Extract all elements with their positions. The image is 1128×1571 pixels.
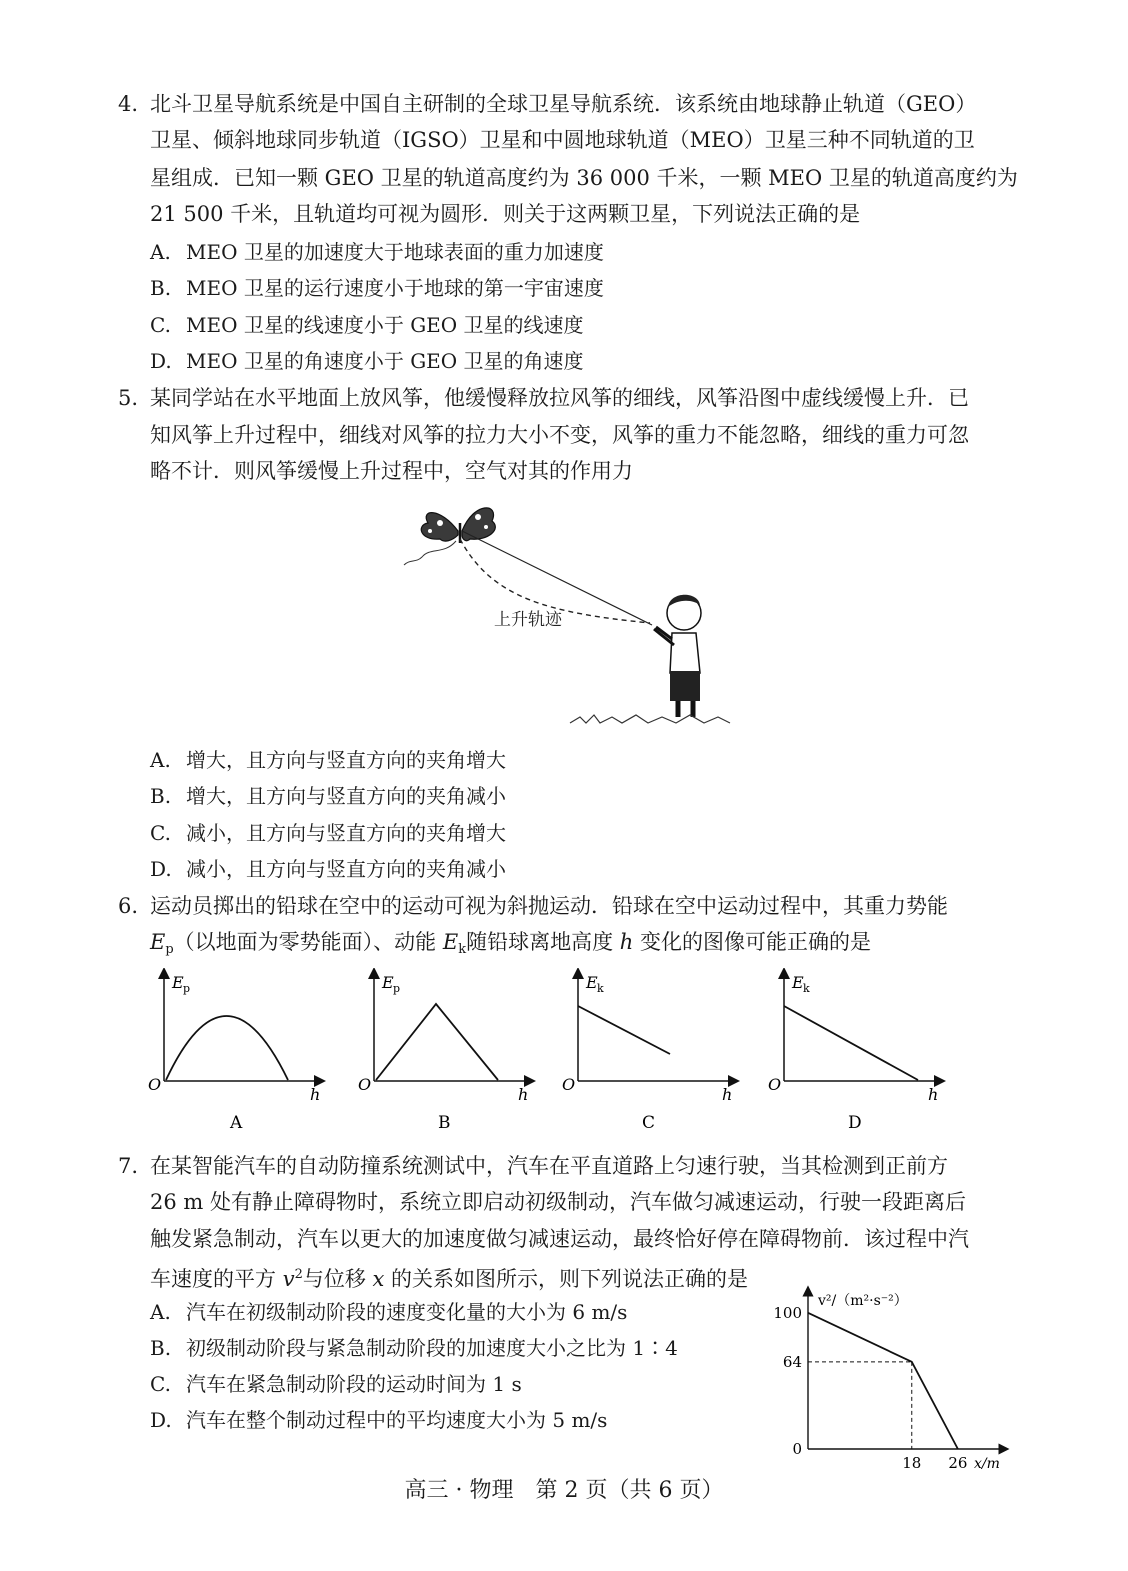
svg-text:E: E bbox=[382, 973, 394, 992]
question-number: 4. bbox=[118, 92, 139, 116]
option-b: B. 增大，且方向与竖直方向的夹角减小 bbox=[150, 784, 506, 808]
question-text-line: 某同学站在水平地面上放风筝，他缓慢释放拉风筝的细线，风筝沿图中虚线缓慢上升．已 bbox=[150, 386, 969, 410]
question-text-line: 北斗卫星导航系统是中国自主研制的全球卫星导航系统．该系统由地球静止轨道（GEO） bbox=[150, 92, 977, 116]
svg-text:h: h bbox=[722, 1085, 733, 1104]
partial-line bbox=[578, 1006, 670, 1054]
series-line bbox=[808, 1313, 958, 1449]
y-axis-label: v²/（m²·s⁻²） bbox=[818, 1293, 908, 1309]
question-number: 7. bbox=[118, 1154, 139, 1178]
svg-text:E: E bbox=[792, 973, 804, 992]
x-axis-label: x/m bbox=[974, 1456, 1000, 1472]
svg-text:D: D bbox=[848, 1113, 862, 1133]
question-text-line: 26 m 处有静止障碍物时，系统立即启动初级制动，汽车做匀减速运动，行驶一段距离后 bbox=[150, 1190, 966, 1214]
x-tick-label: 26 bbox=[948, 1454, 968, 1472]
butterfly-kite-icon bbox=[404, 508, 495, 565]
option-a: A. 汽车在初级制动阶段的速度变化量的大小为 6 m/s bbox=[150, 1300, 628, 1324]
graph-a bbox=[148, 973, 320, 1133]
trajectory-label: 上升轨迹 bbox=[494, 610, 562, 630]
x-tick-label: 18 bbox=[902, 1454, 922, 1472]
question-text-line: 车速度的平方 $v^2$与位移 x 的关系如图所示，则下列说法正确的是 bbox=[150, 1267, 749, 1291]
boy-figure-icon bbox=[654, 595, 701, 717]
option-a: A. 增大，且方向与竖直方向的夹角增大 bbox=[150, 748, 506, 772]
option-a: A. MEO 卫星的加速度大于地球表面的重力加速度 bbox=[150, 240, 604, 264]
svg-text:C: C bbox=[642, 1113, 656, 1133]
triangle-line bbox=[376, 1004, 498, 1080]
v2-x-chart bbox=[760, 1285, 1020, 1475]
option-c: C. MEO 卫星的线速度小于 GEO 卫星的线速度 bbox=[150, 313, 584, 337]
question-text-line: 略不计．则风筝缓慢上升过程中，空气对其的作用力 bbox=[150, 459, 633, 483]
y-tick-label: 0 bbox=[792, 1440, 802, 1458]
option-b: B. 初级制动阶段与紧急制动阶段的加速度大小之比为 1∶4 bbox=[150, 1336, 678, 1360]
svg-text:h: h bbox=[928, 1085, 939, 1104]
parabola-curve bbox=[166, 1016, 288, 1080]
question-text-line: $E_p$（以地面为零势能面）、动能 $E_k$随铅球离地高度 h 变化的图像可能正确的是 bbox=[150, 930, 871, 957]
y-tick-label: 64 bbox=[782, 1352, 802, 1371]
page-footer: 高三 · 物理 第 2 页（共 6 页） bbox=[404, 1478, 724, 1503]
svg-text:E: E bbox=[586, 973, 598, 992]
question-text-line: 星组成．已知一颗 GEO 卫星的轨道高度约为 36 000 千米，一颗 MEO 卫星的轨道高度约为 bbox=[150, 166, 1018, 190]
svg-text:p: p bbox=[183, 982, 191, 995]
svg-text:k: k bbox=[597, 982, 604, 995]
kite-figure bbox=[400, 495, 760, 735]
option-b: B. MEO 卫星的运行速度小于地球的第一宇宙速度 bbox=[150, 276, 604, 300]
svg-text:O: O bbox=[358, 1075, 372, 1094]
y-tick-label: 100 bbox=[773, 1303, 802, 1322]
svg-text:O: O bbox=[768, 1075, 782, 1094]
option-c: C. 汽车在紧急制动阶段的运动时间为 1 s bbox=[150, 1372, 522, 1396]
question-text-line: 在某智能汽车的自动防撞系统测试中，汽车在平直道路上匀速行驶，当其检测到正前方 bbox=[150, 1154, 948, 1178]
option-d: D. 汽车在整个制动过程中的平均速度大小为 5 m/s bbox=[150, 1408, 608, 1432]
question-number: 6. bbox=[118, 894, 139, 918]
svg-text:h: h bbox=[518, 1085, 529, 1104]
option-d: D. 减小，且方向与竖直方向的夹角减小 bbox=[150, 857, 506, 881]
grass bbox=[570, 715, 730, 723]
svg-text:B: B bbox=[438, 1113, 451, 1133]
graph-c bbox=[562, 973, 734, 1133]
question-number: 5. bbox=[118, 386, 139, 410]
question-text-line: 卫星、倾斜地球同步轨道（IGSO）卫星和中圆地球轨道（MEO）卫星三种不同轨道的卫 bbox=[150, 128, 975, 152]
svg-text:p: p bbox=[393, 982, 401, 995]
graph-b bbox=[358, 973, 530, 1133]
option-d: D. MEO 卫星的角速度小于 GEO 卫星的角速度 bbox=[150, 349, 584, 373]
svg-text:A: A bbox=[230, 1113, 243, 1133]
full-line bbox=[784, 1006, 918, 1080]
option-c: C. 减小，且方向与竖直方向的夹角增大 bbox=[150, 821, 506, 845]
svg-text:h: h bbox=[310, 1085, 321, 1104]
graph-d bbox=[768, 973, 940, 1133]
svg-text:k: k bbox=[803, 982, 810, 995]
energy-graphs bbox=[140, 968, 960, 1138]
svg-text:O: O bbox=[562, 1075, 576, 1094]
svg-text:E: E bbox=[172, 973, 184, 992]
question-text-line: 知风筝上升过程中，细线对风筝的拉力大小不变，风筝的重力不能忽略，细线的重力可忽 bbox=[150, 423, 969, 447]
question-text-line: 触发紧急制动，汽车以更大的加速度做匀减速运动，最终恰好停在障碍物前．该过程中汽 bbox=[150, 1227, 969, 1251]
question-text-line: 21 500 千米，且轨道均可视为圆形．则关于这两颗卫星，下列说法正确的是 bbox=[150, 202, 861, 226]
question-text-line: 运动员掷出的铅球在空中的运动可视为斜抛运动．铅球在空中运动过程中，其重力势能 bbox=[150, 894, 948, 918]
svg-text:O: O bbox=[148, 1075, 162, 1094]
